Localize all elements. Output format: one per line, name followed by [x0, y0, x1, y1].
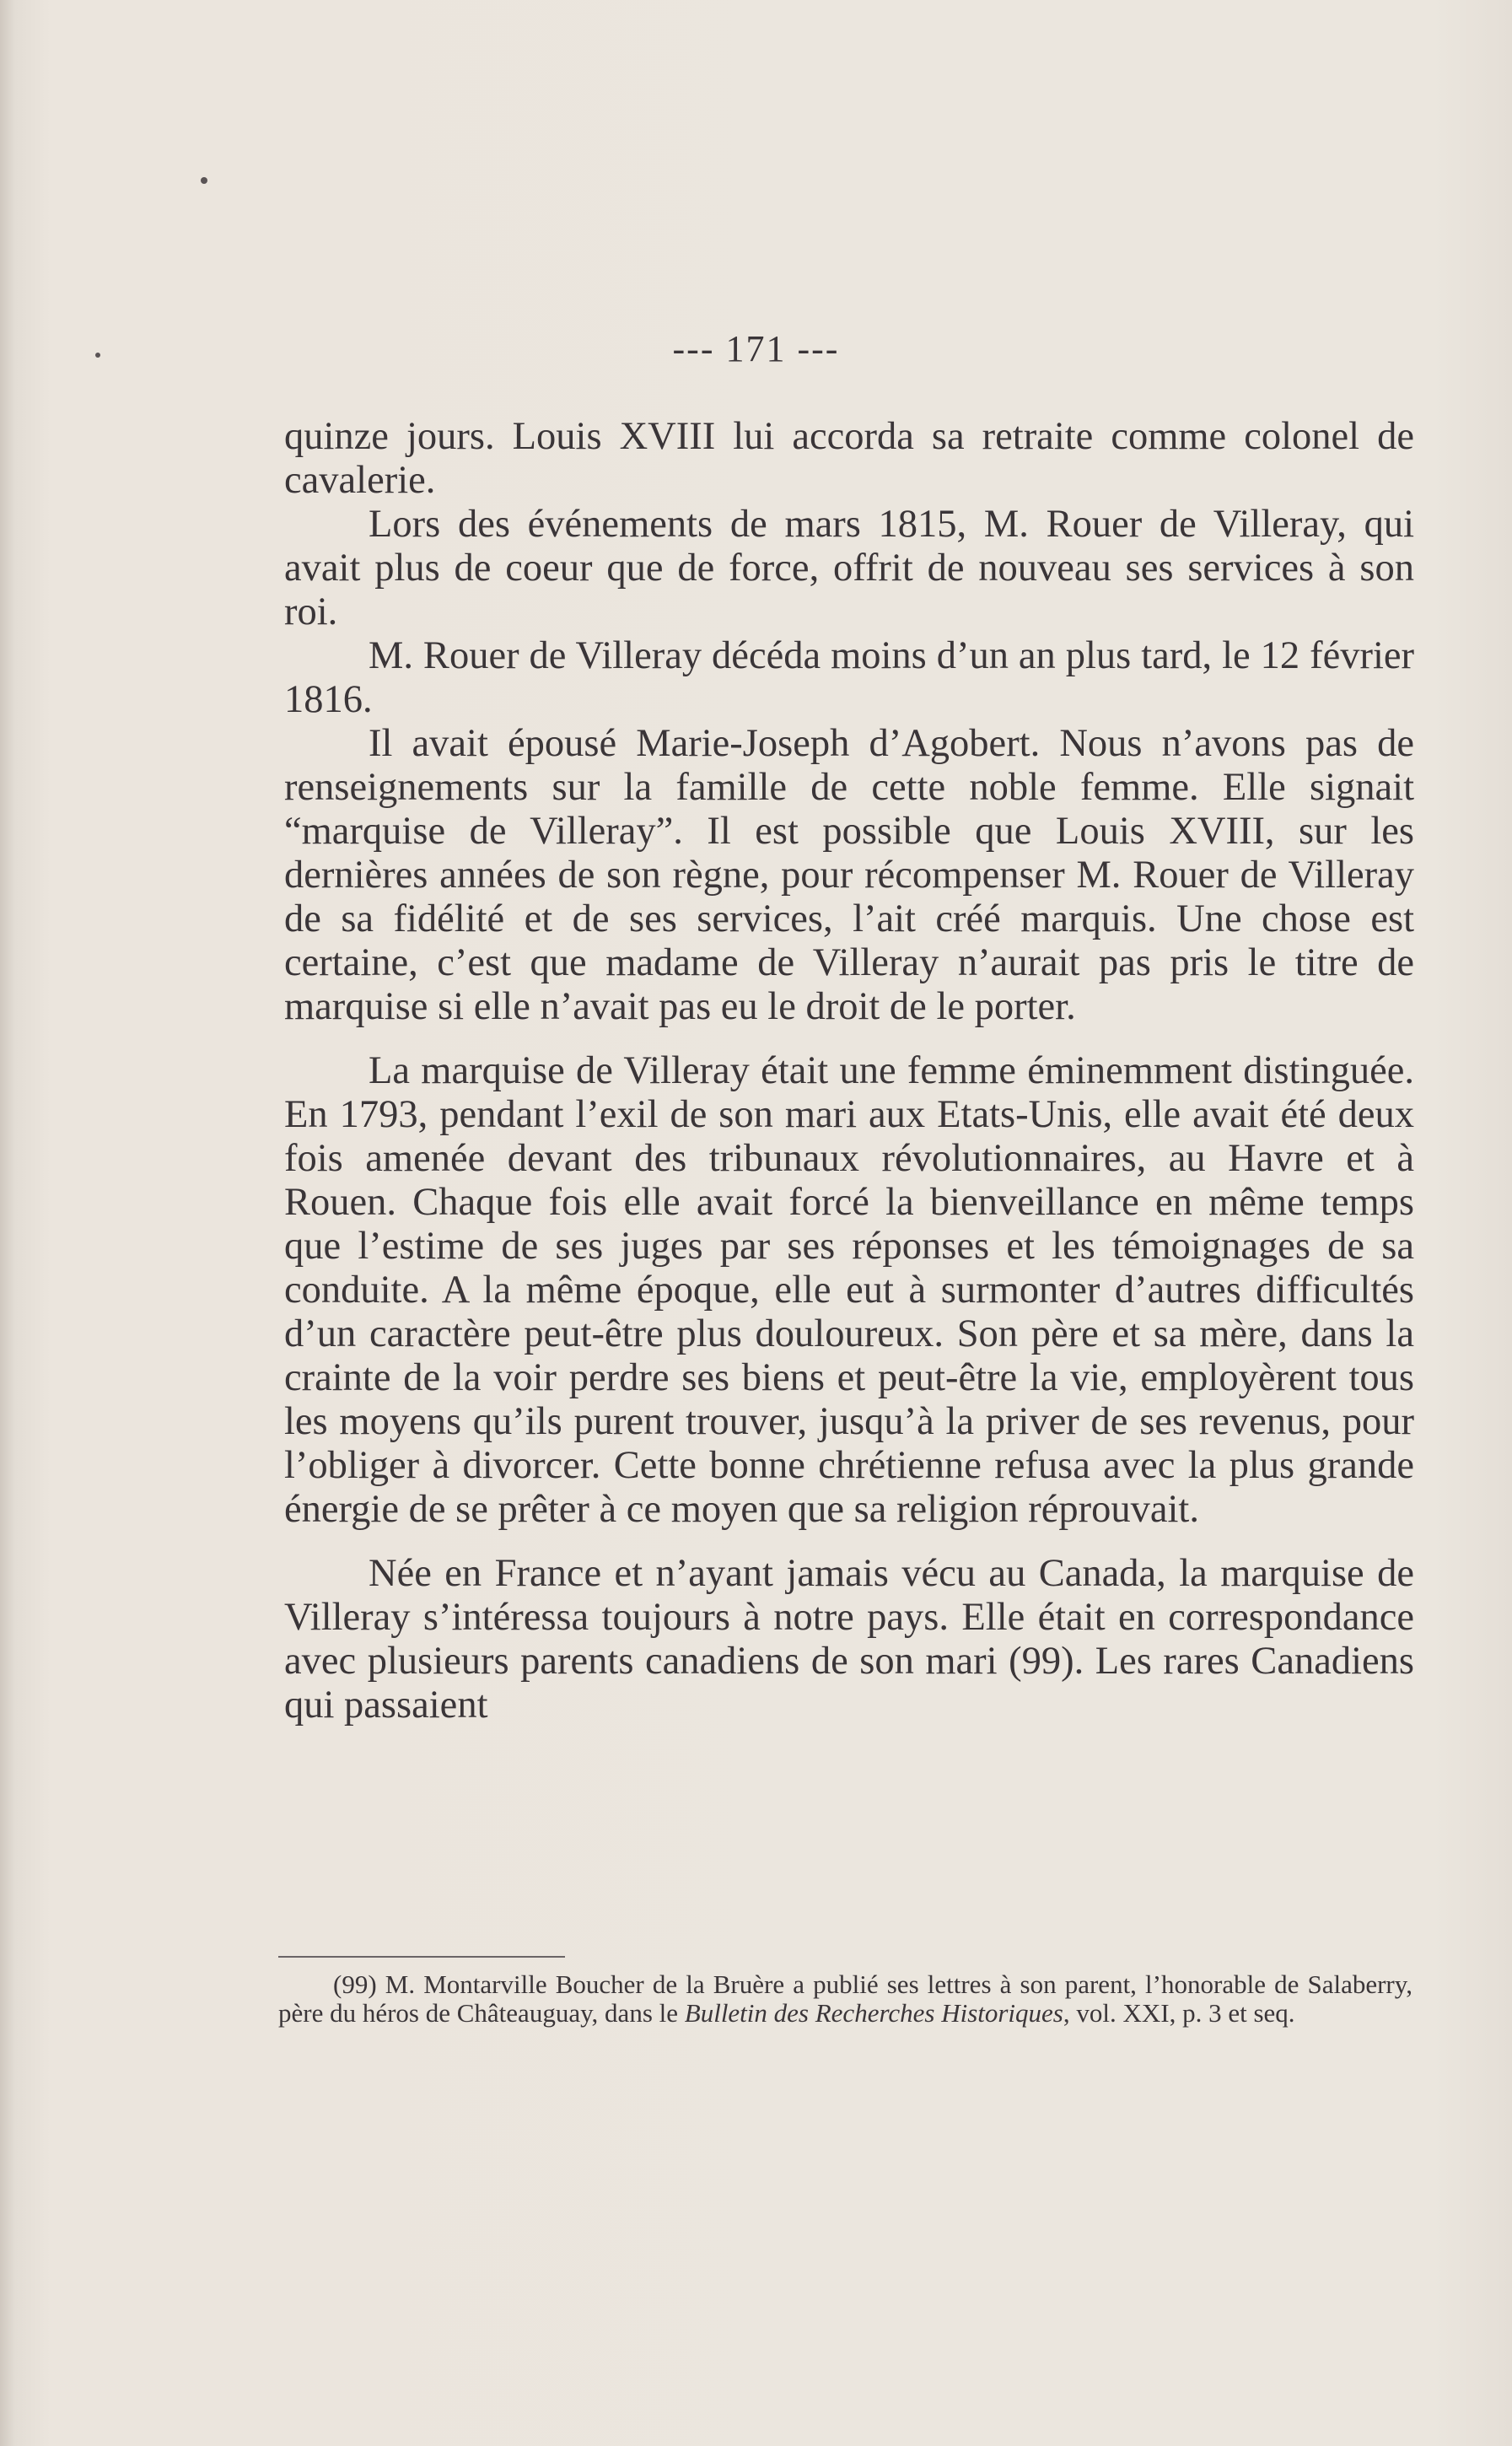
paragraph-events-1815: Lors des événements de mars 1815, M. Rouer de Villeray, qui avait plus de coeur que de force, offrit de nouveau ses services à son roi. [284, 503, 1414, 633]
body-text [284, 415, 1414, 1727]
page-number-header: --- 171 --- [672, 328, 840, 369]
footnote-citation: , vol. XXI, p. 3 et seq. [1063, 1998, 1295, 2028]
paragraph-continuation: quinze jours. Louis XVIII lui accorda sa retraite comme colonel de cavalerie. [284, 415, 1414, 502]
footnote-separator [278, 1956, 565, 1958]
footnote-journal-title: Bulletin des Recherches Historiques [684, 1998, 1063, 2028]
paragraph-marriage: Il avait épousé Marie-Joseph d’Agobert. Nous n’avons pas de renseignements sur la famille de cette noble femme. Elle signait “marquise de Villeray”. Il est possible que Louis XVIII, sur les dernières années de son règne, pour récompenser M. Rouer de Villeray de sa fidélité et de ses services, l’ait créé marquis. Une chose est certaine, c’est que madame de Villeray n’aurait pas pris le titre de marquise si elle n’avait pas eu le droit de le porter. [284, 722, 1414, 1028]
paragraph-canada: Née en France et n’ayant jamais vécu au Canada, la marquise de Villeray s’intéressa toujours à notre pays. Elle était en correspondance avec plusieurs parents canadiens de son mari (99). Les rares Canadiens qui passaient [284, 1552, 1414, 1727]
footnote-99 [278, 1970, 1412, 2028]
paragraph-marquise: La marquise de Villeray était une femme éminemment distinguée. En 1793, pendant l’exil de son mari aux Etats-Unis, elle avait été deux fois amenée devant des tribunaux révolutionnaires, au Havre et à Rouen. Chaque fois elle avait forcé la bienveillance en même temps que l’estime de ses juges par ses réponses et les témoignages de sa conduite. A la même époque, elle eut à surmonter d’autres difficultés d’un caractère peut-être plus douloureux. Son père et sa mère, dans la crainte de la voir perdre ses biens et peut-être la vie, employèrent tous les moyens qu’ils purent trouver, jusqu’à la priver de ses revenus, pour l’obliger à divorcer. Cette bonne chrétienne refusa avec la plus grande énergie de se prêter à ce moyen que sa religion réprouvait. [284, 1049, 1414, 1531]
ink-speck [201, 177, 207, 184]
footnote-text: (99) M. Montarville Boucher de la Bruère a publié ses lettres à son parent, l’honorable de Salaberry, père du héros de Châteauguay, dans le [278, 1969, 1412, 2028]
paragraph-death: M. Rouer de Villeray décéda moins d’un an plus tard, le 12 février 1816. [284, 634, 1414, 721]
